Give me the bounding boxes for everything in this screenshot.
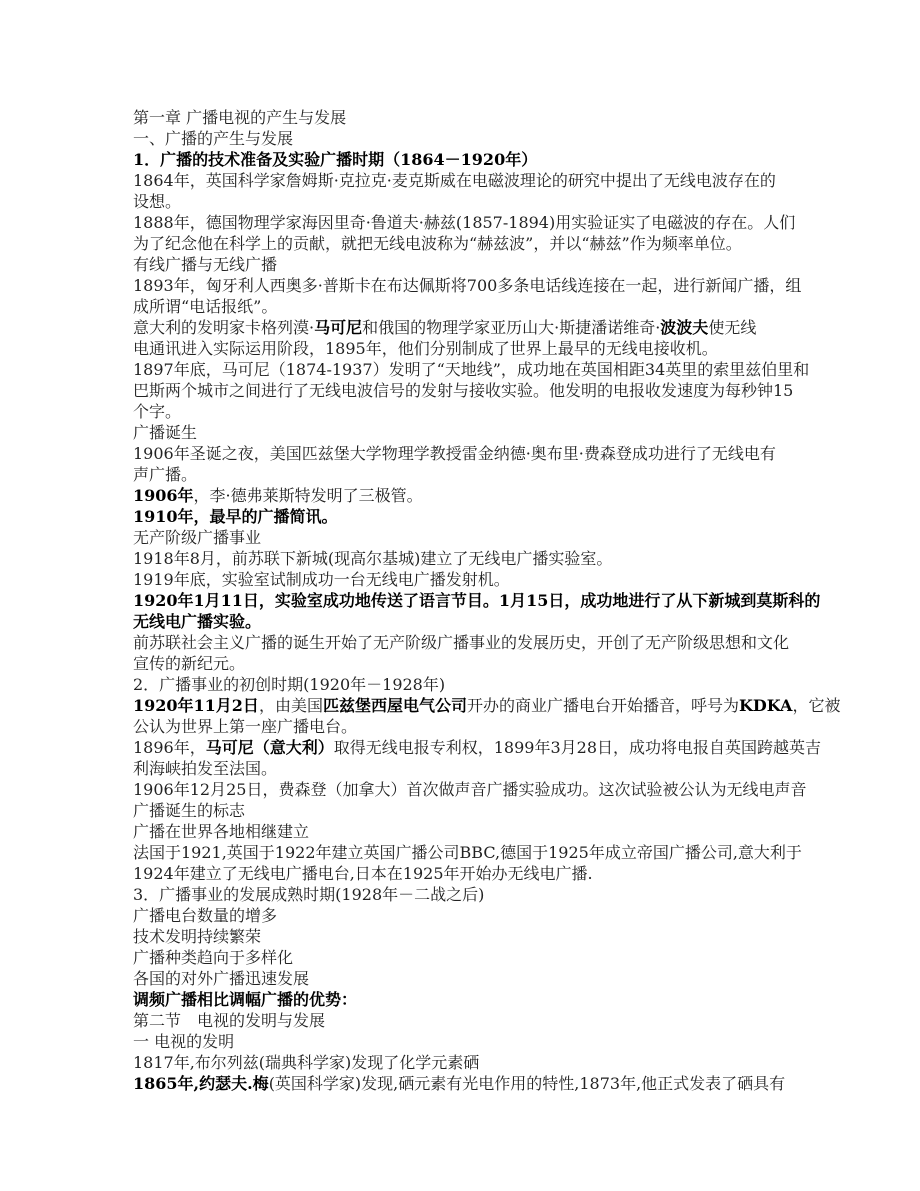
text-line xyxy=(133,548,813,569)
text-line xyxy=(133,569,813,590)
text-line xyxy=(133,380,813,401)
text-line xyxy=(133,443,813,464)
text-line xyxy=(133,527,813,548)
text: 巴斯两个城市之间进行了无线电波信号的发射与接收实验。他发明的电报收发速度为每秒钟15 xyxy=(133,381,794,400)
text: 宣传的新纪元。 xyxy=(133,654,246,673)
text: 1897年底，马可尼（1874-1937）发明了“天地线”，成功地在英国相距34英里的索里兹伯里和 xyxy=(133,360,810,379)
text: 声广播。 xyxy=(133,465,198,484)
text-line xyxy=(133,800,813,821)
text: 前苏联社会主义广播的诞生开始了无产阶级广播事业的发展历史，开创了无产阶级思想和文化 xyxy=(133,633,790,652)
text: ，它被 xyxy=(792,696,841,715)
bold-text: 1906年 xyxy=(133,486,194,505)
text: 个字。 xyxy=(133,402,182,421)
text-line xyxy=(133,254,813,275)
text-line xyxy=(133,464,813,485)
text: 1918年8月，前苏联下新城(现高尔基城)建立了无线电广播实验室。 xyxy=(133,549,613,568)
text: 第二节 电视的发明与发展 xyxy=(133,1011,326,1030)
text: 使无线 xyxy=(708,318,757,337)
text-line xyxy=(133,674,813,695)
bold-text: 1920年1月11日，实验室成功地传送了语言节目。1月15日，成功地进行了从下新城到莫斯科的 xyxy=(133,591,821,610)
text: 取得无线电报专利权，1899年3月28日，成功将电报自英国跨越英吉 xyxy=(333,738,822,757)
text-line xyxy=(133,485,813,506)
text: 1888年，德国物理学家海因里奇·鲁道夫·赫兹(1857-1894)用实验证实了电磁波的存在。人们 xyxy=(133,213,796,232)
text-line xyxy=(133,926,813,947)
text-line xyxy=(133,212,813,233)
text: 1919年底，实验室试制成功一台无线电广播发射机。 xyxy=(133,570,510,589)
text: 为了纪念他在科学上的贡献，就把无线电波称为“赫兹波”，并以“赫兹”作为频率单位。 xyxy=(133,234,742,253)
text: 法国于1921,英国于1922年建立英国广播公司BBC,德国于1925年成立帝国广播公司,意大利于 xyxy=(133,843,802,862)
bold-text: 1910年，最早的广播简讯。 xyxy=(133,507,338,526)
text-line xyxy=(133,422,813,443)
text: 电通讯进入实际运用阶段，1895年，他们分别制成了世界上最早的无线电接收机。 xyxy=(133,339,718,358)
text-line xyxy=(133,737,822,758)
text: 一、广播的产生与发展 xyxy=(133,129,294,148)
text-line xyxy=(133,821,813,842)
text: 第一章 广播电视的产生与发展 xyxy=(133,108,347,127)
bold-text: 马可尼（意大利） xyxy=(205,738,334,757)
text-line xyxy=(133,191,813,212)
text: 设想。 xyxy=(133,192,182,211)
text: 1906年圣诞之夜，美国匹兹堡大学物理学教授雷金纳德·奥布里·费森登成功进行了无线电有 xyxy=(133,444,776,463)
bold-text: 波波夫 xyxy=(660,318,709,337)
text-line xyxy=(133,1073,813,1094)
text: ，由美国 xyxy=(258,696,323,715)
text: 和俄国的物理学家亚历山大·斯捷潘诺维奇· xyxy=(362,318,661,337)
text: 广播在世界各地相继建立 xyxy=(133,822,310,841)
text-line xyxy=(133,149,813,170)
text: 广播诞生 xyxy=(133,423,198,442)
text: 开办的商业广播电台开始播音，呼号为 xyxy=(466,696,739,715)
text-line xyxy=(133,1010,813,1031)
text: 无产阶级广播事业 xyxy=(133,528,262,547)
text: 技术发明持续繁荣 xyxy=(133,927,262,946)
text: 有线广播与无线广播 xyxy=(133,255,278,274)
text-line xyxy=(133,338,813,359)
text-line xyxy=(133,695,841,716)
text-line xyxy=(133,611,813,632)
bold-text: 1920年11月2日 xyxy=(133,696,259,715)
text: 1864年，英国科学家詹姆斯·克拉克·麦克斯威在电磁波理论的研究中提出了无线电波存在的 xyxy=(133,171,776,190)
bold-text: 1865年,约瑟夫.梅 xyxy=(133,1074,269,1093)
text-line xyxy=(133,128,813,149)
text-line xyxy=(133,506,813,527)
text-line xyxy=(133,968,813,989)
text: 1893年，匈牙利人西奥多·普斯卡在布达佩斯将700多条电话线连接在一起，进行新闻广播，组 xyxy=(133,276,802,295)
text-line xyxy=(133,989,813,1010)
text: 1906年12月25日，费森登（加拿大）首次做声音广播实验成功。这次试验被公认为无线电声音 xyxy=(133,780,807,799)
text: 广播电台数量的增多 xyxy=(133,906,278,925)
text-line xyxy=(133,317,813,338)
text: 1924年建立了无线电广播电台,日本在1925年开始办无线电广播. xyxy=(133,864,593,883)
text-line xyxy=(133,359,813,380)
text-line xyxy=(133,1031,813,1052)
text-line xyxy=(133,947,813,968)
text-line xyxy=(133,779,813,800)
text-line xyxy=(133,653,813,674)
text: 广播种类趋向于多样化 xyxy=(133,948,294,967)
text: 各国的对外广播迅速发展 xyxy=(133,969,310,988)
text: 1896年， xyxy=(133,738,206,757)
text: 利海峡拍发至法国。 xyxy=(133,759,278,778)
text: 一 电视的发明 xyxy=(133,1032,235,1051)
text: 意大利的发明家卡格列漠· xyxy=(133,318,315,337)
text: 广播诞生的标志 xyxy=(133,801,246,820)
text-line xyxy=(133,632,813,653)
text: 1817年,布尔列兹(瑞典科学家)发现了化学元素硒 xyxy=(133,1053,480,1072)
text-line xyxy=(133,884,813,905)
text: 3．广播事业的发展成熟时期(1928年－二战之后) xyxy=(133,885,485,904)
bold-text: 马可尼 xyxy=(314,318,363,337)
text: 成所谓“电话报纸”。 xyxy=(133,297,278,316)
text-line xyxy=(133,863,813,884)
bold-text: 无线电广播实验。 xyxy=(133,612,262,631)
text: ，李·德弗莱斯特发明了三极管。 xyxy=(193,486,423,505)
bold-text: 匹兹堡西屋电气公司 xyxy=(322,696,467,715)
text-line xyxy=(133,275,813,296)
text: (英国科学家)发现,硒元素有光电作用的特性,1873年,他正式发表了硒具有 xyxy=(268,1074,786,1093)
bold-text: KDKA xyxy=(738,696,793,715)
text-line xyxy=(133,905,813,926)
text-line xyxy=(133,107,813,128)
text-line xyxy=(133,842,813,863)
text-line xyxy=(133,590,821,611)
text-line xyxy=(133,758,813,779)
bold-text: 调频广播相比调幅广播的优势： xyxy=(133,990,358,1009)
text-line xyxy=(133,233,813,254)
text-line xyxy=(133,170,813,191)
text-line xyxy=(133,296,813,317)
bold-text: 1．广播的技术准备及实验广播时期（1864－1920年） xyxy=(133,150,538,169)
text-line xyxy=(133,401,813,422)
text: 公认为世界上第一座广播电台。 xyxy=(133,717,358,736)
document-body xyxy=(133,107,841,1094)
text-line xyxy=(133,1052,813,1073)
text-line xyxy=(133,716,813,737)
text: 2．广播事业的初创时期(1920年－1928年) xyxy=(133,675,446,694)
